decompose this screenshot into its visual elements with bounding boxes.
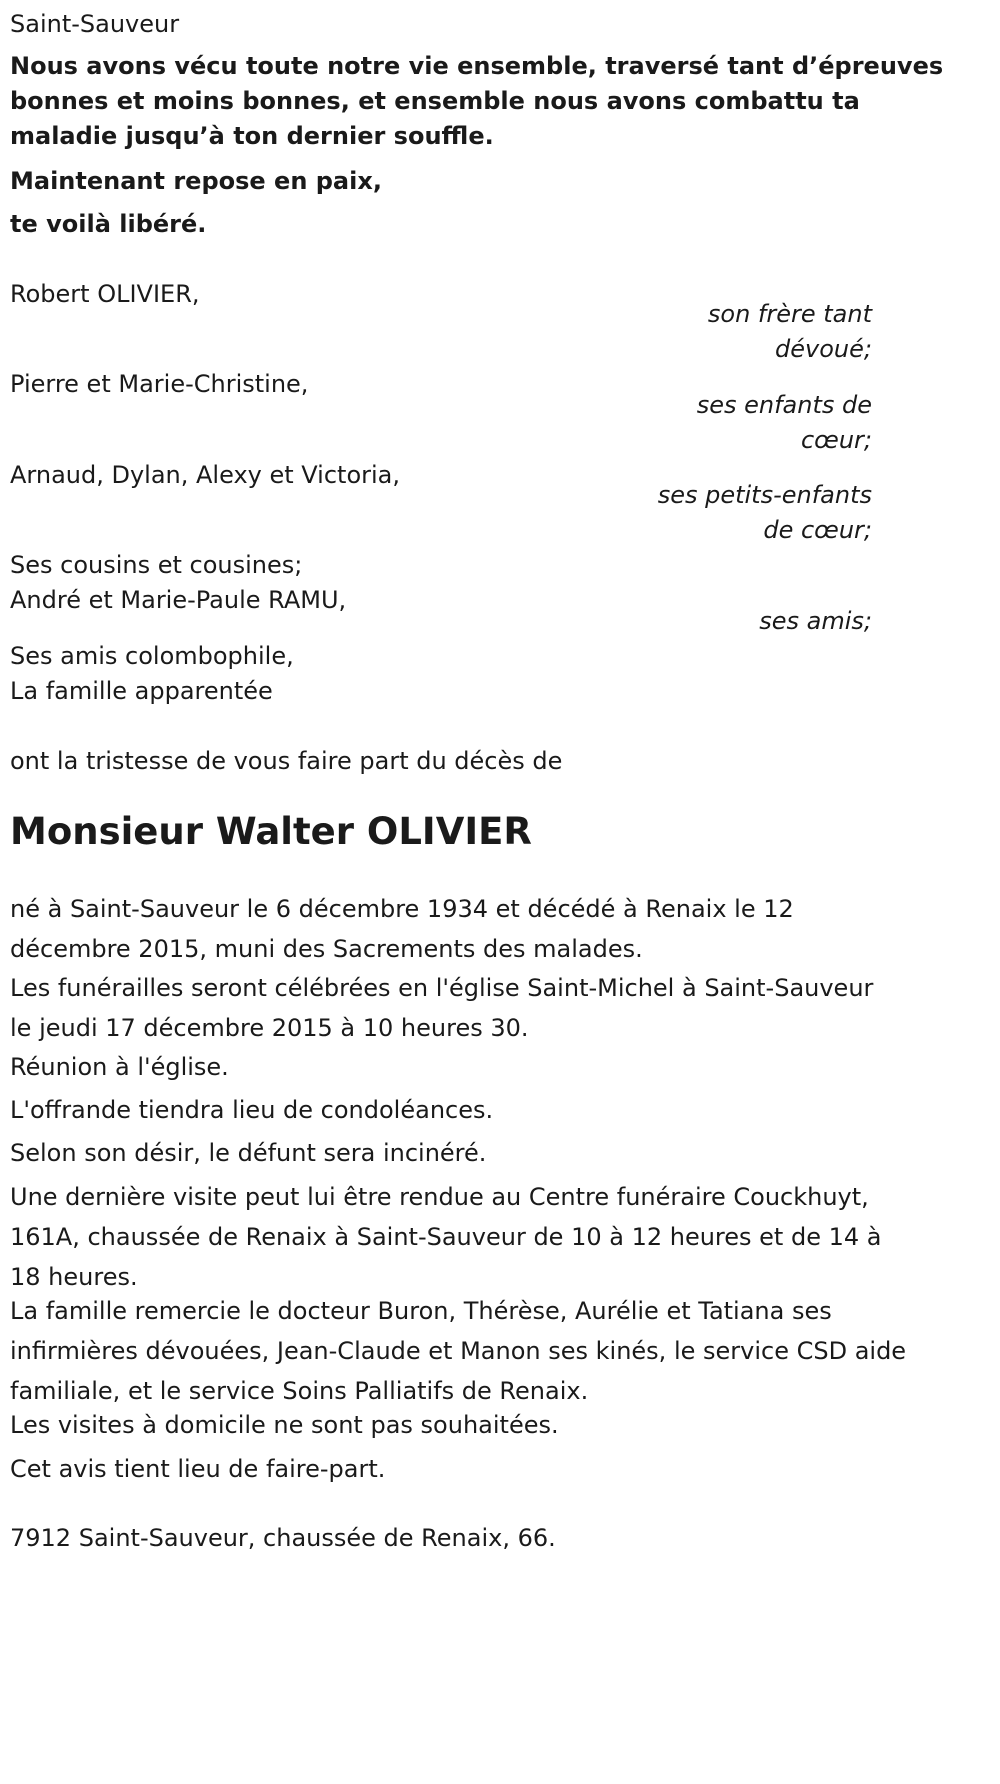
announcement-text: ont la tristesse de vous faire part du décès de — [10, 747, 563, 775]
family-relation-children-2: cœur; — [800, 426, 872, 454]
family-relation-grandchildren-1: ses petits-enfants — [657, 481, 872, 509]
family-relation-brother-2: dévoué; — [775, 335, 872, 363]
visit-text: Une dernière visite peut lui être rendue au Centre funéraire Couckhuyt, 161A, chaussée de Renaix à Saint-Sauveur de 10 à 12 heures et de 14 à 18 heures. — [10, 1183, 882, 1291]
offering-text: L'offrande tiendra lieu de condoléances. — [10, 1096, 494, 1124]
cremation-text: Selon son désir, le défunt sera incinéré. — [10, 1139, 487, 1167]
no-visits-text: Les visites à domicile ne sont pas souhaitées. — [10, 1411, 559, 1439]
family-relation-children-1: ses enfants de — [696, 391, 872, 419]
family-relation-brother-1: son frère tant — [707, 300, 872, 328]
family-name-cousins: Ses cousins et cousines; — [10, 551, 303, 579]
meeting-text: Réunion à l'église. — [10, 1053, 229, 1081]
family-relation-grandchildren-2: de cœur; — [763, 516, 872, 544]
location-header: Saint-Sauveur — [10, 10, 180, 38]
birth-death-text: né à Saint-Sauveur le 6 décembre 1934 et décédé à Renaix le 12 décembre 2015, muni des Sacrements des malades. — [10, 895, 794, 963]
family-name-relatives: La famille apparentée — [10, 677, 273, 705]
family-relation-friends: ses amis; — [759, 607, 872, 635]
funeral-text: Les funérailles seront célébrées en l'église Saint-Michel à Saint-Sauveur le jeudi 17 décembre 2015 à 10 heures 30. — [10, 974, 874, 1042]
epitaph-line-5: te voilà libéré. — [10, 210, 207, 238]
thanks-text: La famille remercie le docteur Buron, Thérèse, Aurélie et Tatiana ses infirmières dévouées, Jean-Claude et Manon ses kinés, le service CSD aide familiale, et le service Soins Palliatifs de Renaix. — [10, 1297, 907, 1405]
family-name-ramu: André et Marie-Paule RAMU, — [10, 586, 347, 614]
epitaph-line-3: maladie jusqu’à ton dernier souffle. — [10, 122, 494, 150]
family-name-children: Pierre et Marie-Christine, — [10, 370, 309, 398]
family-name-robert: Robert OLIVIER, — [10, 280, 200, 308]
epitaph-line-4: Maintenant repose en paix, — [10, 167, 382, 195]
epitaph-line-1: Nous avons vécu toute notre vie ensemble, traversé tant d’épreuves — [10, 52, 944, 80]
epitaph-line-2: bonnes et moins bonnes, et ensemble nous avons combattu ta — [10, 87, 860, 115]
address-text: 7912 Saint-Sauveur, chaussée de Renaix, 66. — [10, 1524, 556, 1552]
deceased-name: Monsieur Walter OLIVIER — [10, 810, 532, 853]
family-name-grandchildren: Arnaud, Dylan, Alexy et Victoria, — [10, 461, 400, 489]
notice-text: Cet avis tient lieu de faire-part. — [10, 1455, 386, 1483]
family-name-pigeon-friends: Ses amis colombophile, — [10, 642, 294, 670]
